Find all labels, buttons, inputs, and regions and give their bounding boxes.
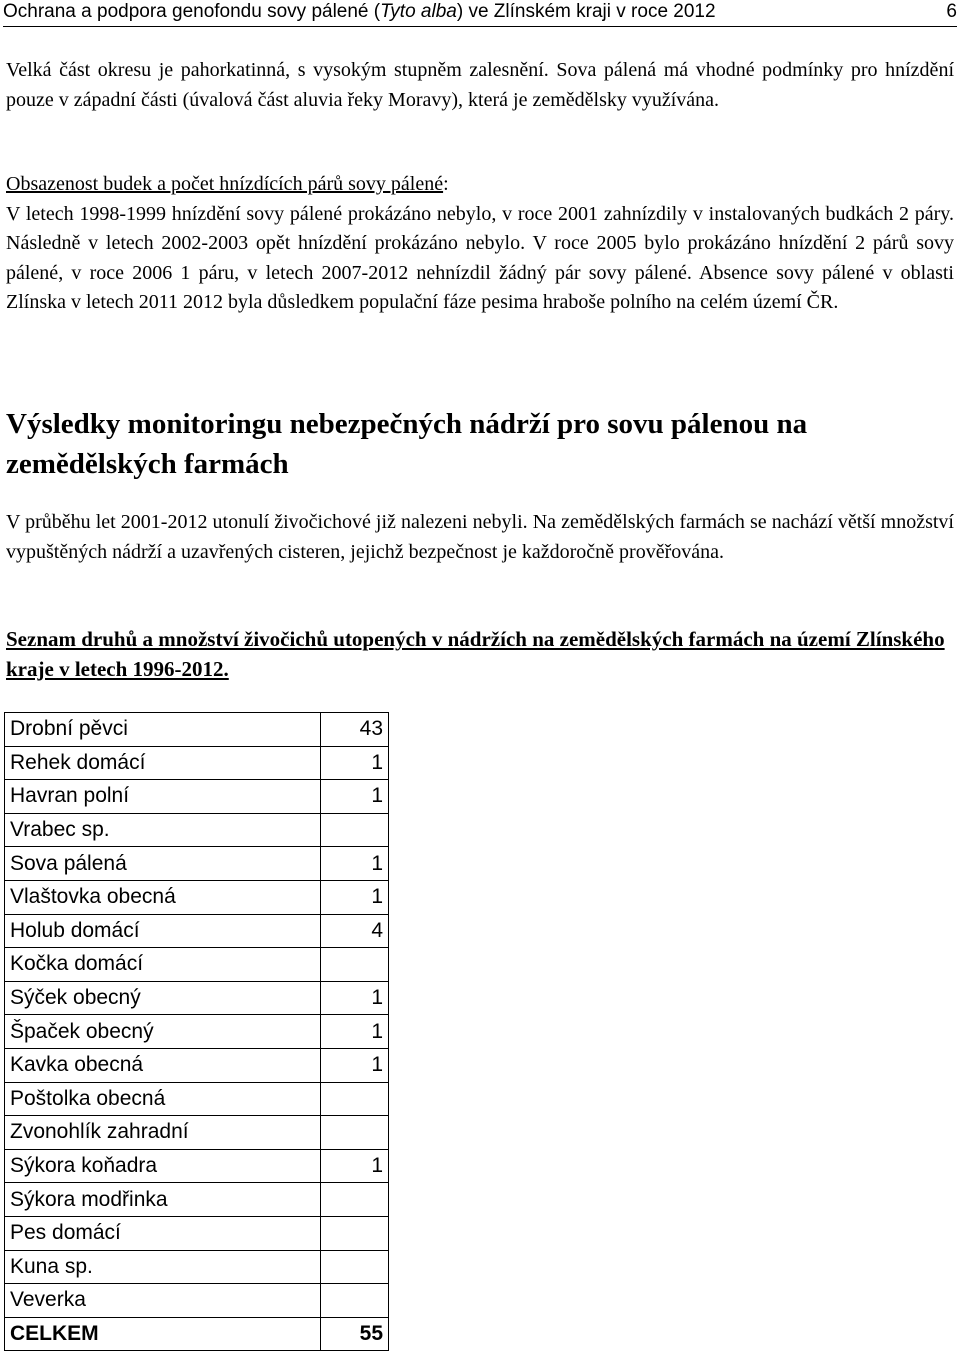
header-title-pre: Ochrana a podpora genofondu sovy pálené ( — [3, 1, 381, 22]
table-row — [5, 746, 389, 780]
count-cell: 1 — [321, 847, 389, 881]
count-cell: 1 — [321, 780, 389, 814]
table-total-row — [5, 1317, 389, 1351]
table-row — [5, 1082, 389, 1116]
species-cell: Havran polní — [5, 780, 321, 814]
count-cell: 1 — [321, 1149, 389, 1183]
species-cell: Sýkora modřinka — [5, 1183, 321, 1217]
table-row — [5, 1216, 389, 1250]
table-row — [5, 880, 389, 914]
species-cell: Sýček obecný — [5, 981, 321, 1015]
header-title-post: ) ve Zlínském kraji v roce 2012 — [456, 1, 716, 22]
count-cell — [321, 813, 389, 847]
count-cell — [321, 1284, 389, 1318]
species-cell: Pes domácí — [5, 1216, 321, 1250]
intro-paragraph: Velká část okresu je pahorkatinná, s vysokým stupněm zalesnění. Sova pálená má vhodné podmínky pro hnízdění pouze v západní části (úvalová část aluvia řeky Moravy), která je zemědělsky využívána. — [6, 59, 954, 111]
count-cell — [321, 948, 389, 982]
table-caption: Seznam druhů a množství živočichů utopených v nádržích na zemědělských farmách na území Zlínského kraje v letech 1996-2012. — [6, 627, 945, 681]
page-header — [3, 0, 957, 27]
species-cell: Špaček obecný — [5, 1015, 321, 1049]
count-cell — [321, 1183, 389, 1217]
section-heading: Výsledky monitoringu nebezpečných nádrží pro sovu pálenou na zemědělských farmách — [6, 408, 808, 480]
table-row — [5, 1149, 389, 1183]
occupancy-paragraph — [6, 170, 954, 318]
table-row — [5, 914, 389, 948]
table-row — [5, 1284, 389, 1318]
species-cell: Drobní pěvci — [5, 713, 321, 747]
table-body — [5, 713, 389, 1351]
count-cell: 1 — [321, 981, 389, 1015]
occupancy-heading: Obsazenost budek a počet hnízdících párů sovy pálené — [6, 173, 444, 195]
count-cell — [321, 1216, 389, 1250]
table-row — [5, 1183, 389, 1217]
species-cell: Vrabec sp. — [5, 813, 321, 847]
count-cell — [321, 1116, 389, 1150]
species-cell: Rehek domácí — [5, 746, 321, 780]
page-number: 6 — [946, 1, 957, 22]
table-row — [5, 713, 389, 747]
occupancy-text: V letech 1998-1999 hnízdění sovy pálené prokázáno nebylo, v roce 2001 zahnízdily v instalovaných budkách 2 páry. Následně v letech 2002-2003 opět hnízdění prokázáno nebylo. V roce 2005 bylo prokázáno hnízdění 2 párů sovy pálené, v roce 2006 1 páru, v letech 2007-2012 nehnízdil žádný pár sovy pálené. Absence sovy pálené v oblasti Zlínska v letech 2011 2012 byla důsledkem populační fáze pesima hraboše polního na celém území ČR. — [6, 202, 954, 313]
total-label: CELKEM — [5, 1317, 321, 1351]
occupancy-heading-colon: : — [443, 173, 449, 195]
species-cell: Kavka obecná — [5, 1048, 321, 1082]
table-row — [5, 948, 389, 982]
count-cell: 4 — [321, 914, 389, 948]
species-cell: Kočka domácí — [5, 948, 321, 982]
header-title-species: Tyto alba — [380, 1, 457, 22]
species-cell: Vlaštovka obecná — [5, 880, 321, 914]
species-cell: Sova pálená — [5, 847, 321, 881]
table-row — [5, 847, 389, 881]
count-cell: 1 — [321, 1015, 389, 1049]
count-cell — [321, 1082, 389, 1116]
species-cell: Veverka — [5, 1284, 321, 1318]
drowned-animals-table — [4, 712, 389, 1351]
table-row — [5, 780, 389, 814]
count-cell: 1 — [321, 746, 389, 780]
species-cell: Kuna sp. — [5, 1250, 321, 1284]
table-row — [5, 813, 389, 847]
total-count: 55 — [321, 1317, 389, 1351]
count-cell — [321, 1250, 389, 1284]
table-row — [5, 1048, 389, 1082]
species-cell: Poštolka obecná — [5, 1082, 321, 1116]
count-cell: 43 — [321, 713, 389, 747]
table-row — [5, 981, 389, 1015]
table-row — [5, 1116, 389, 1150]
section-paragraph: V průběhu let 2001-2012 utonulí živočichové již nalezeni nebyli. Na zemědělských farmách se nachází větší množství vypuštěných nádrží a uzavřených cisteren, jejichž bezpečnost je každoročně prověřována. — [6, 511, 954, 563]
species-cell: Zvonohlík zahradní — [5, 1116, 321, 1150]
species-cell: Sýkora koňadra — [5, 1149, 321, 1183]
header-title — [3, 0, 716, 24]
species-cell: Holub domácí — [5, 914, 321, 948]
table-row — [5, 1250, 389, 1284]
count-cell: 1 — [321, 1048, 389, 1082]
count-cell: 1 — [321, 880, 389, 914]
table-row — [5, 1015, 389, 1049]
